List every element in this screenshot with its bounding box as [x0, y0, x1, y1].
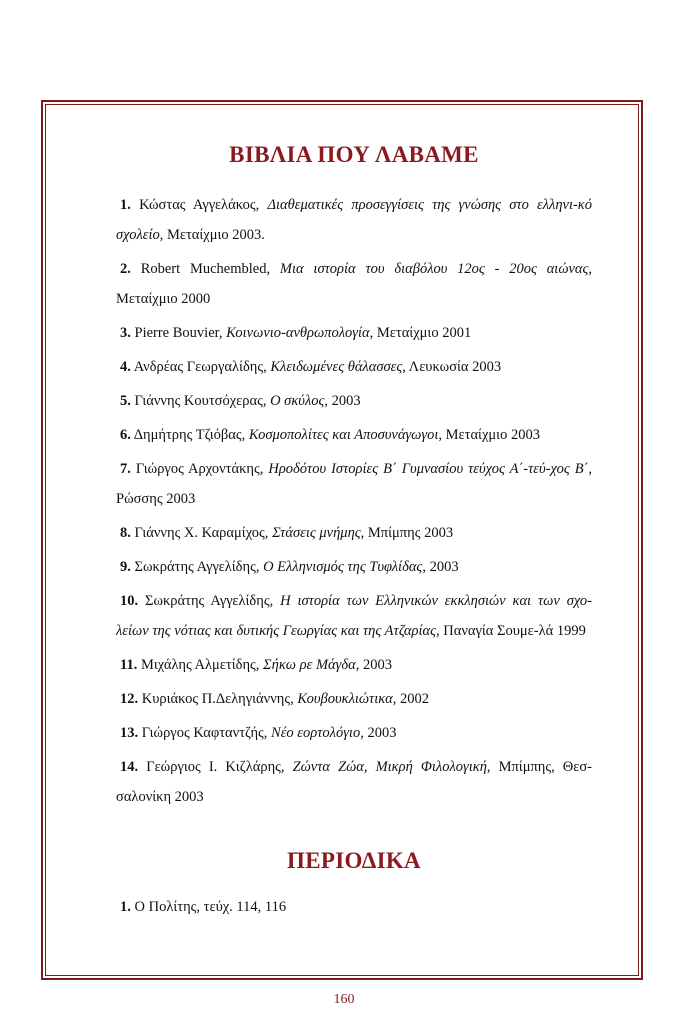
- entry-author: Δημήτρης Τζιόβας,: [133, 427, 246, 443]
- book-entry-11: [116, 650, 592, 680]
- entry-publisher: , Μεταίχμιο 2003: [438, 427, 540, 443]
- entry-publisher: , Μεταίχμιο 2003.: [159, 227, 265, 243]
- entry-title: Ο Ελληνισμός της Τυφλίδας: [263, 559, 423, 575]
- entry-publisher: , Λευκωσία 2003: [402, 359, 502, 375]
- entry-publisher: , Μπίμπης, Θεσ-σαλονίκη 2003: [116, 759, 593, 805]
- entry-publisher: , 2003: [355, 657, 392, 673]
- entry-number: 8.: [120, 525, 131, 541]
- entry-title: Ο σκύλος: [270, 393, 325, 409]
- book-entry-1: [116, 190, 592, 250]
- entry-text: Ο Πολίτης, τεύχ. 114, 116: [134, 899, 287, 915]
- entry-publisher: , Μπίμπης 2003: [360, 525, 454, 541]
- entry-publisher: , Μεταίχμιο 2000: [116, 261, 593, 307]
- book-entry-6: [116, 420, 592, 450]
- book-entry-9: [116, 552, 592, 582]
- book-entry-12: [116, 684, 592, 714]
- entry-author: Γιώργος Καφταντζής,: [141, 725, 268, 741]
- entry-publisher: , Μεταίχμιο 2001: [369, 325, 472, 341]
- page-number: 160: [333, 992, 355, 1007]
- entry-title: Ηροδότου Ιστορίες Β΄ Γυμνασίου τεύχος Α΄-τεύ-χος Β΄: [268, 461, 589, 477]
- entry-author: Γεώργιος Ι. Κιζλάρης,: [146, 759, 285, 775]
- entry-number: 5.: [120, 393, 131, 409]
- entry-author: Robert Muchembled,: [140, 261, 271, 277]
- entry-title: Κοσμοπολίτες και Αποσυνάγωγοι: [248, 427, 439, 443]
- periodicals-list: [116, 892, 592, 922]
- entry-author: Σωκράτης Αγγελίδης,: [134, 559, 260, 575]
- book-entry-2: [116, 254, 592, 314]
- book-entry-3: [116, 318, 592, 348]
- books-list: [116, 190, 592, 812]
- entry-number: 4.: [120, 359, 131, 375]
- books-heading: ΒΙΒΛΙΑ ΠΟΥ ΛΑΒΑΜΕ: [229, 142, 479, 167]
- entry-title: Κουβουκλιώτικα: [297, 691, 393, 707]
- book-entry-7: [116, 454, 592, 514]
- entry-number: 2.: [120, 261, 131, 277]
- entry-publisher: , 2003: [422, 559, 459, 575]
- entry-title: Κοινωνιο-ανθρωπολογία: [226, 325, 370, 341]
- entry-number: 7.: [120, 461, 131, 477]
- entry-number: 6.: [120, 427, 131, 443]
- entry-publisher: , 2002: [392, 691, 430, 707]
- entry-number: 9.: [120, 559, 131, 575]
- entry-author: Γιώργος Αρχοντάκης,: [135, 461, 264, 477]
- entry-number: 1.: [120, 197, 131, 213]
- entry-publisher: , Παναγία Σουμε-λά 1999: [436, 623, 586, 639]
- entry-author: Ανδρέας Γεωργαλίδης,: [133, 359, 267, 375]
- book-entry-4: [116, 352, 592, 382]
- entry-title: Κλειδωμένες θάλασσες: [270, 359, 403, 375]
- entry-number: 10.: [120, 593, 139, 609]
- book-entry-14: [116, 752, 592, 812]
- periodicals-heading: ΠΕΡΙΟΔΙΚΑ: [287, 848, 421, 873]
- book-entry-8: [116, 518, 592, 548]
- periodical-entry-1: [116, 892, 592, 922]
- entry-number: 12.: [120, 691, 139, 707]
- entry-author: Pierre Bouvier,: [134, 325, 223, 341]
- entry-number: 11.: [120, 657, 138, 673]
- entry-author: Κώστας Αγγελάκος,: [139, 197, 260, 213]
- entry-title: Στάσεις μνήμης: [272, 525, 361, 541]
- entry-author: Γιάννης Χ. Καραμίχος,: [134, 525, 269, 541]
- entry-title: Μια ιστορία του διαβόλου 12ος - 20ος αιώνας: [279, 261, 589, 277]
- entry-author: Γιάννης Κουτσόχερας,: [134, 393, 267, 409]
- entry-publisher: , 2003: [324, 393, 361, 409]
- entry-title: Διαθεματικές προσεγγίσεις της γνώσης στο ελληνι-κό σχολείο: [116, 197, 593, 243]
- entry-title: Σήκω ρε Μάγδα: [263, 657, 356, 673]
- entry-number: 14.: [120, 759, 139, 775]
- book-entry-5: [116, 386, 592, 416]
- book-entry-13: [116, 718, 592, 748]
- entry-author: Κυριάκος Π.Δεληγιάννης,: [141, 691, 294, 707]
- entry-number: 13.: [120, 725, 139, 741]
- entry-title: Νέο εορτολόγιο: [271, 725, 361, 741]
- entry-number: 3.: [120, 325, 131, 341]
- page-content: [116, 142, 592, 926]
- entry-publisher: , 2003: [360, 725, 397, 741]
- book-entry-10: [116, 586, 592, 646]
- entry-title: Η ιστορία των Ελληνικών εκκλησιών και των σχο-λείων της νότιας και δυτικής Γεωργίας και της Ατζαρίας: [116, 593, 593, 639]
- entry-publisher: , Ρώσσης 2003: [116, 461, 593, 507]
- entry-author: Σωκράτης Αγγελίδης,: [145, 593, 274, 609]
- entry-number: 1.: [120, 899, 131, 915]
- entry-title: Ζώντα Ζώα, Μικρή Φιλολογική: [292, 759, 487, 775]
- entry-author: Μιχάλης Αλμετίδης,: [140, 657, 260, 673]
